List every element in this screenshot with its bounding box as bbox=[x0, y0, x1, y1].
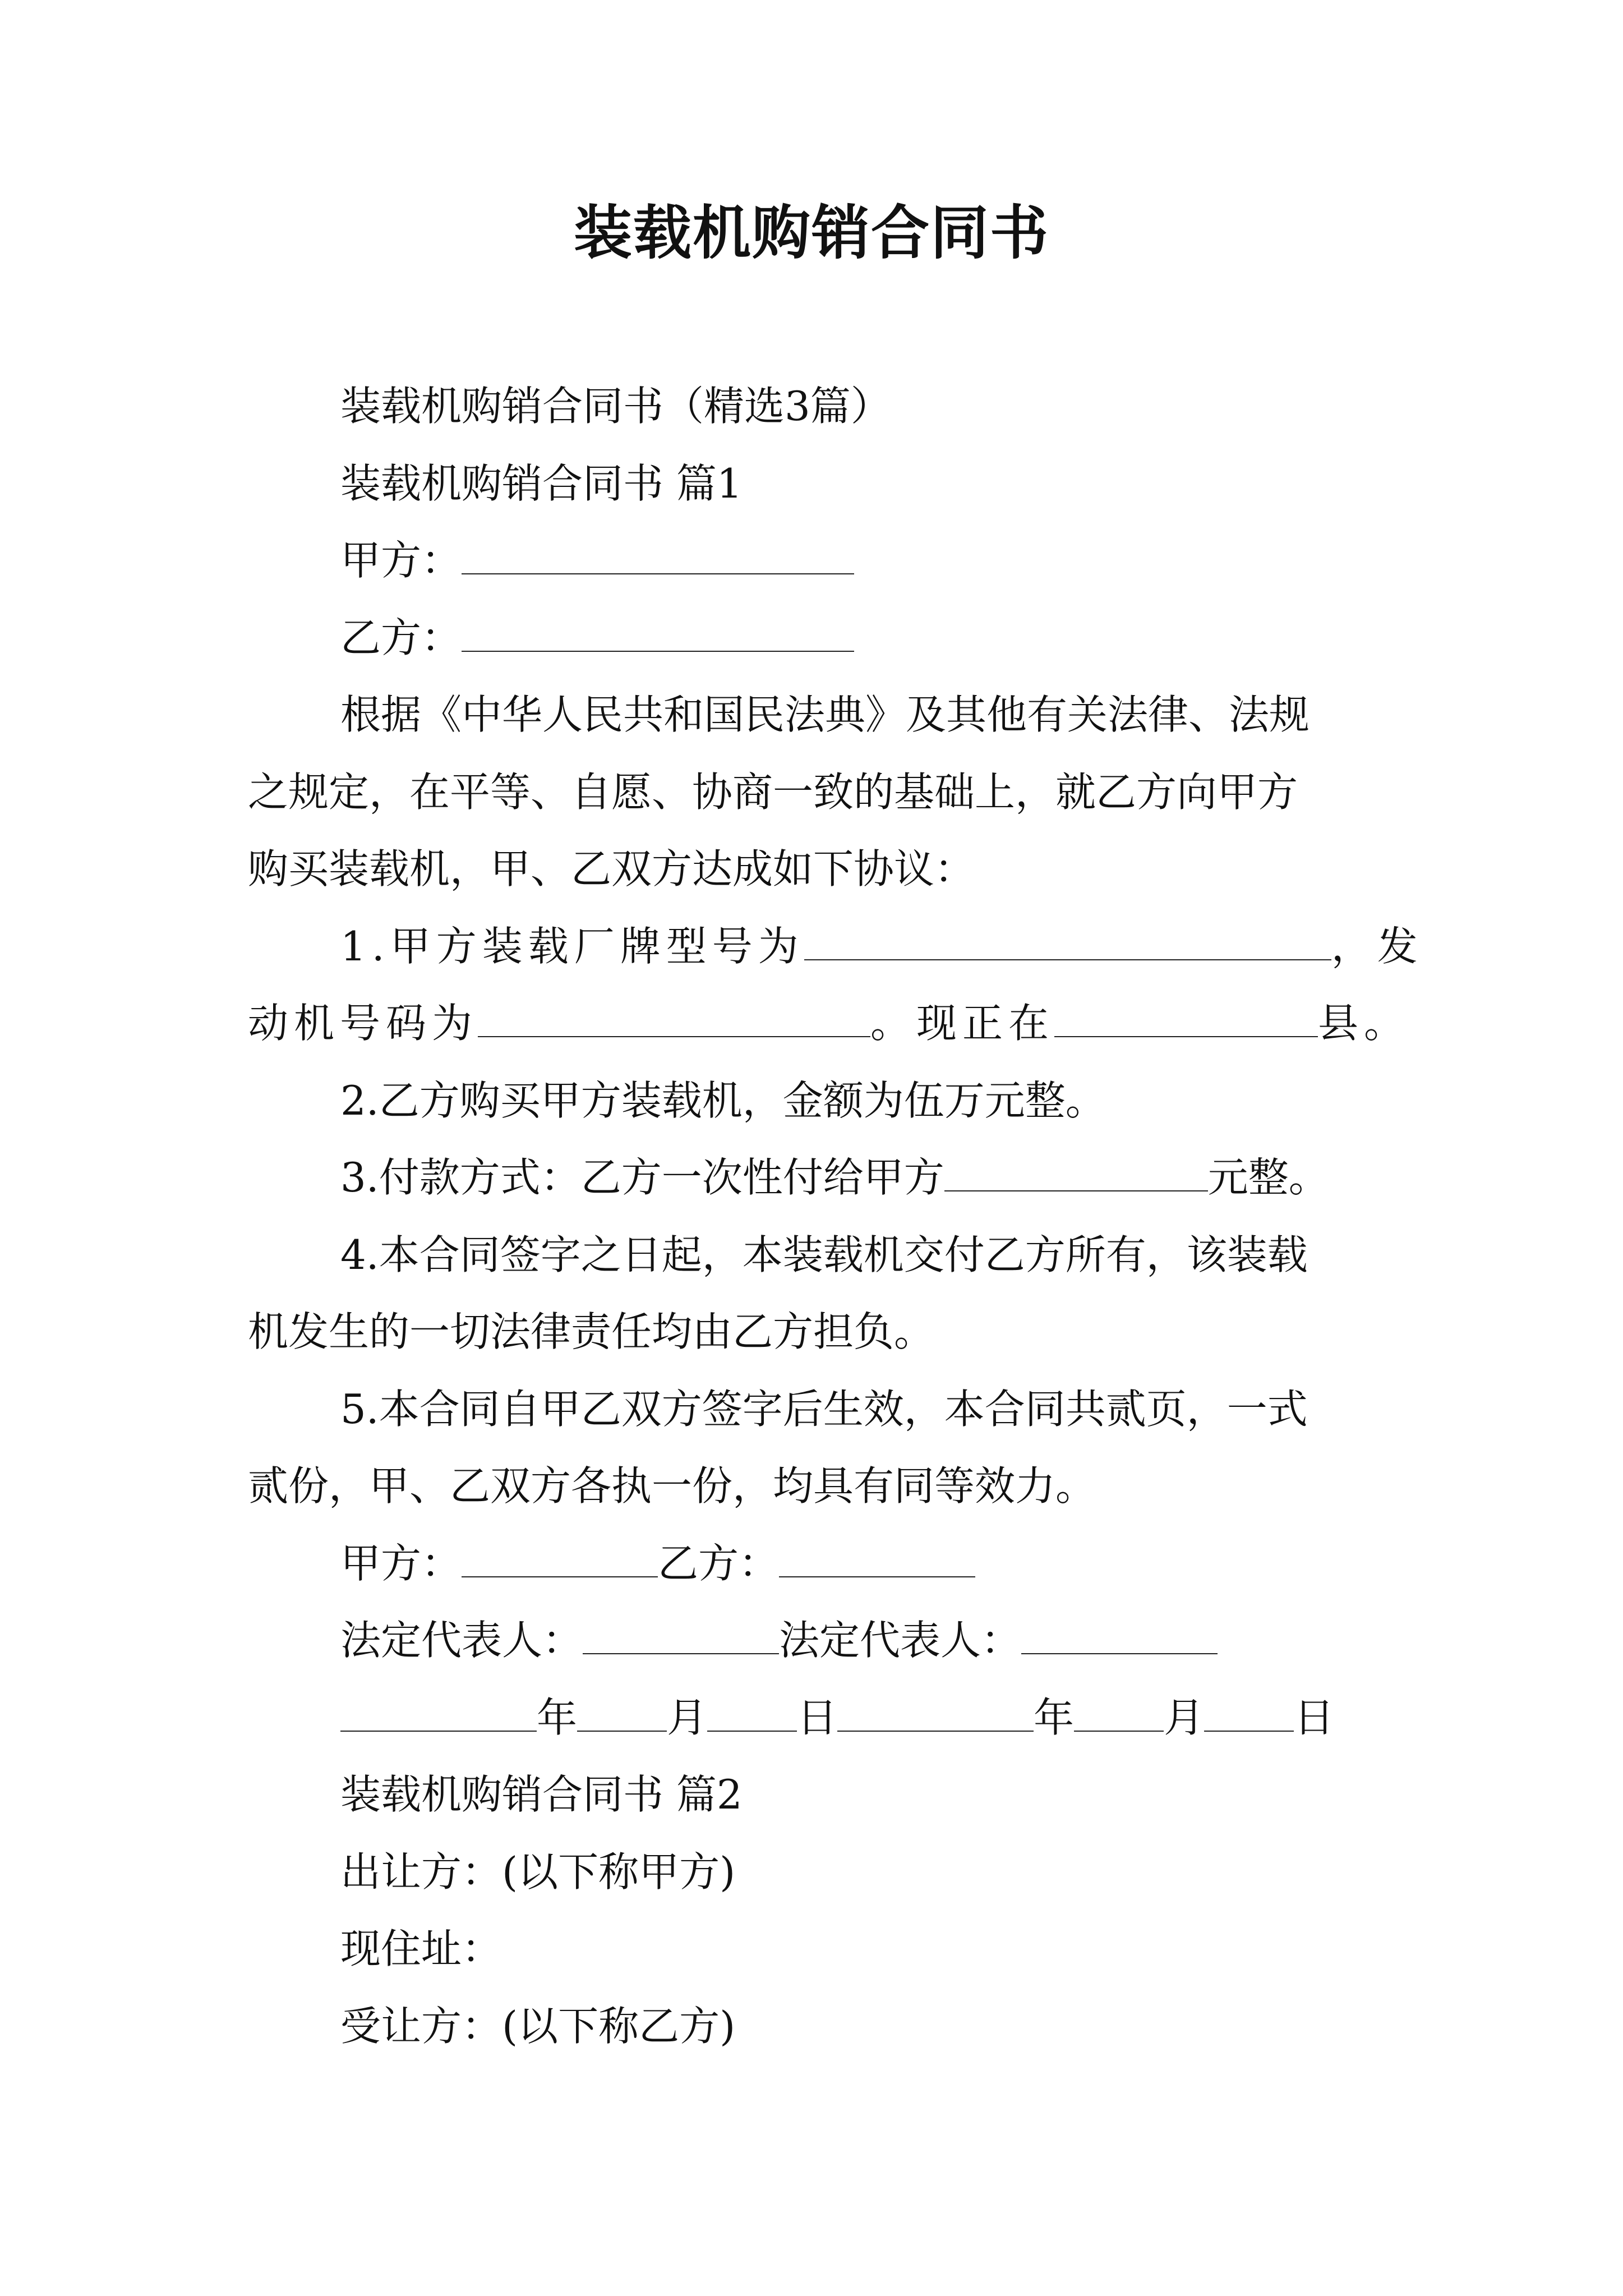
date-b-day-label: 日 bbox=[1294, 1694, 1335, 1741]
current-address-line: 现住址： bbox=[340, 1925, 502, 1972]
signature-parties-line bbox=[248, 1525, 1403, 1603]
date-a-month-blank bbox=[577, 1695, 667, 1732]
model-number-blank bbox=[804, 923, 1331, 960]
date-b-day-blank bbox=[1204, 1695, 1294, 1732]
clause-2: 2.乙方购买甲方装载机，金额为伍万元整。 bbox=[340, 1076, 1106, 1124]
legal-representative-line bbox=[248, 1602, 1403, 1680]
date-b-year-label: 年 bbox=[1034, 1694, 1075, 1741]
transferee-line: 受让方：(以下称乙方) bbox=[340, 2002, 736, 2050]
date-line bbox=[248, 1680, 1403, 1757]
signature-party-b-label: 乙方： bbox=[658, 1539, 780, 1587]
date-a-day-label: 日 bbox=[797, 1694, 838, 1741]
date-a-year-blank bbox=[340, 1695, 537, 1732]
date-a-day-blank bbox=[707, 1695, 797, 1732]
clause-3-suffix: 元整。 bbox=[1207, 1154, 1329, 1201]
engine-number-label: 动机号码为 bbox=[248, 1000, 478, 1047]
section-heading-1: 装载机购销合同书 篇1 bbox=[340, 459, 743, 507]
paragraph-intro-2: 之规定，在平等、自愿、协商一致的基础上，就乙方向甲方 bbox=[248, 768, 1298, 816]
date-b-year-blank bbox=[837, 1695, 1034, 1732]
date-b-month-blank bbox=[1074, 1695, 1164, 1732]
date-b-month-label: 月 bbox=[1164, 1694, 1205, 1741]
engine-number-blank bbox=[478, 1000, 870, 1037]
document-title: 装载机购销合同书 bbox=[573, 199, 1049, 267]
legal-rep-b-blank bbox=[1021, 1617, 1218, 1654]
date-a-month-label: 月 bbox=[667, 1694, 708, 1741]
subtitle-selected: 装载机购销合同书（精选3篇） bbox=[340, 383, 891, 430]
date-a-year-label: 年 bbox=[537, 1694, 578, 1741]
clause-4-line-2: 机发生的一切法律责任均由乙方担负。 bbox=[248, 1308, 935, 1355]
county-suffix: 县。 bbox=[1318, 1000, 1410, 1047]
legal-rep-b-label: 法定代表人： bbox=[779, 1617, 1022, 1664]
party-b-label: 乙方： bbox=[340, 614, 462, 661]
clause-3-line bbox=[248, 1139, 1403, 1217]
signature-party-a-blank bbox=[462, 1540, 658, 1577]
clause-1-text: 1.甲方装载厂牌型号为 bbox=[340, 922, 804, 970]
signature-party-a-label: 甲方： bbox=[340, 1539, 462, 1587]
clause-5-line-1: 5.本合同自甲乙双方签字后生效，本合同共贰页，一式 bbox=[340, 1385, 1308, 1433]
party-a-line bbox=[248, 522, 1403, 600]
legal-rep-a-label: 法定代表人： bbox=[340, 1617, 583, 1664]
transferor-line: 出让方：(以下称甲方) bbox=[340, 1848, 736, 1895]
paragraph-intro-1: 根据《中华人民共和国民法典》及其他有关法律、法规 bbox=[340, 691, 1310, 738]
payment-amount-blank bbox=[944, 1154, 1208, 1191]
clause-1-line-2 bbox=[248, 985, 1410, 1062]
clause-1-text-tail: ，发 bbox=[1331, 922, 1423, 970]
paragraph-intro-3: 购买装载机，甲、乙双方达成如下协议： bbox=[248, 845, 975, 892]
legal-rep-a-blank bbox=[583, 1617, 779, 1654]
document-body bbox=[248, 368, 1423, 2065]
clause-1-line-1 bbox=[248, 908, 1423, 986]
clause-4-line-1: 4.本合同签字之日起，本装载机交付乙方所有，该装载 bbox=[340, 1231, 1308, 1278]
party-b-blank bbox=[462, 615, 854, 652]
signature-party-b-blank bbox=[779, 1540, 975, 1577]
county-blank bbox=[1054, 1000, 1318, 1037]
party-a-label: 甲方： bbox=[340, 537, 462, 584]
location-label: 。现正在 bbox=[870, 1000, 1055, 1047]
clause-3-text: 3.付款方式：乙方一次性付给甲方 bbox=[340, 1154, 944, 1201]
section-heading-2: 装载机购销合同书 篇2 bbox=[340, 1771, 743, 1818]
clause-5-line-2: 贰份，甲、乙双方各执一份，均具有同等效力。 bbox=[248, 1462, 1096, 1510]
party-b-line bbox=[248, 600, 1403, 677]
party-a-blank bbox=[462, 537, 854, 574]
